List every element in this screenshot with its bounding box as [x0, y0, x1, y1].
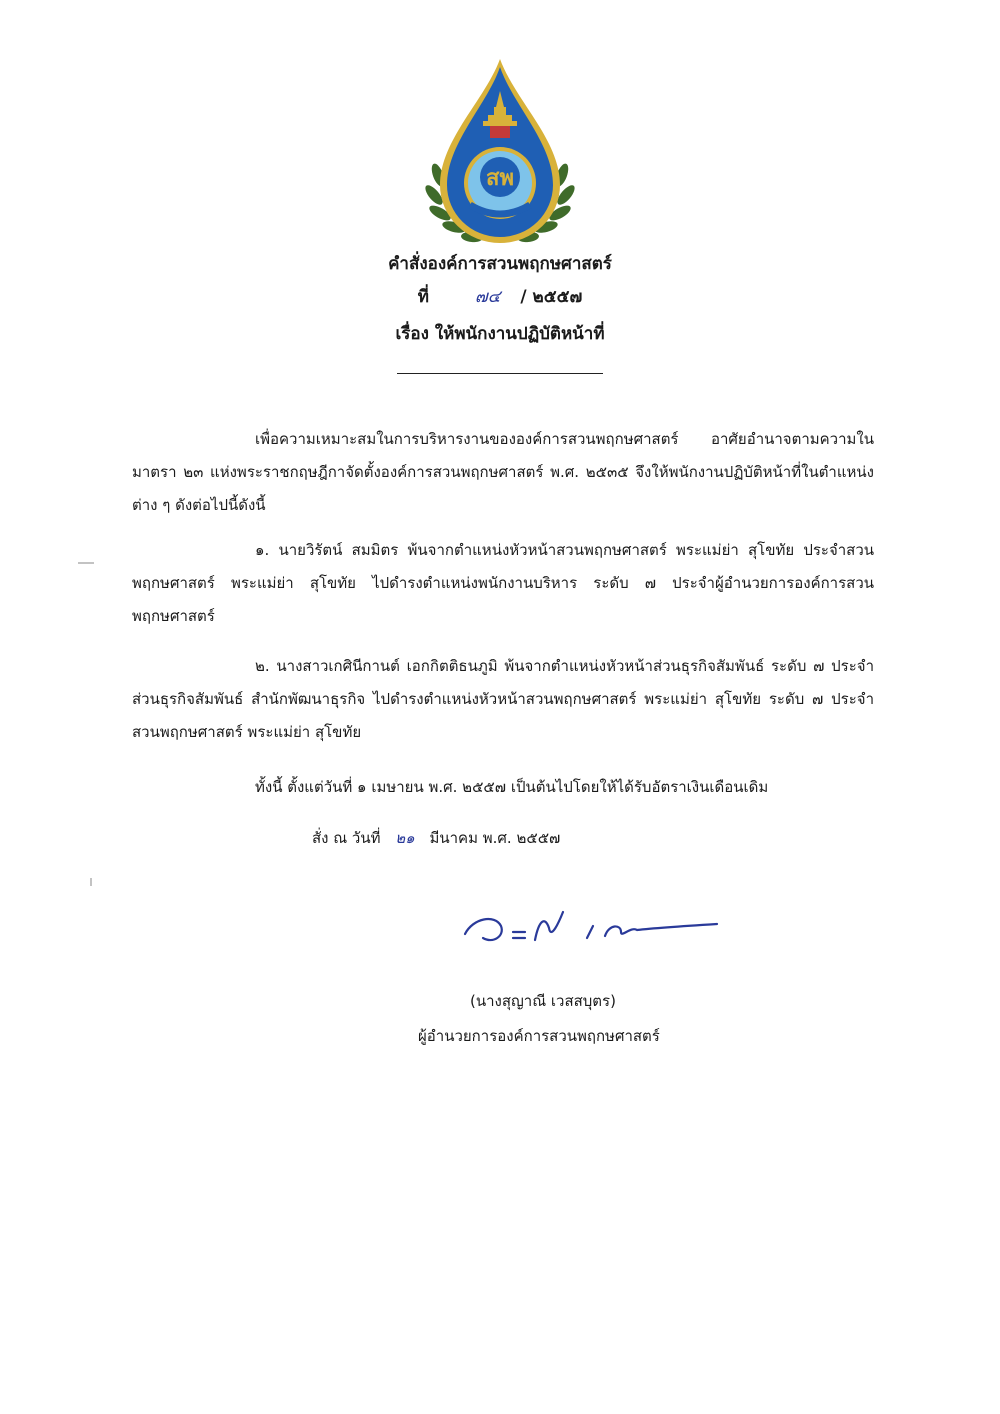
scan-speck	[78, 562, 94, 564]
order-title: คำสั่งองค์การสวนพฤกษศาสตร์	[388, 254, 612, 274]
handwritten-signature	[455, 900, 725, 960]
paragraph-intro: เพื่อความเหมาะสมในการบริหารงานขององค์การสวนพฤกษศาสตร์ อาศัยอำนาจตามความในมาตรา ๒๓ แห่งพระราชกฤษฎีกาจัดตั้งองค์การสวนพฤกษศาสตร์ พ.ศ. ๒๕๓๕ จึงให้พนักงานปฏิบัติหน้าที่ในตำแหน่งต่าง ๆ ดังต่อไปนี้ดังนี้	[132, 430, 874, 514]
order-subject: เรื่อง ให้พนักงานปฏิบัติหน้าที่	[395, 324, 605, 344]
signer-name: (นางสุญาณี เวสสบุตร)	[470, 992, 616, 1010]
scan-speck	[90, 878, 92, 886]
order-date-rest: มีนาคม พ.ศ. ๒๕๕๗	[429, 829, 561, 847]
order-number-year: / ๒๕๕๗	[520, 287, 583, 307]
paragraph-effective-date: ทั้งนี้ ตั้งแต่วันที่ ๑ เมษายน พ.ศ. ๒๕๕๗ เป็นต้นไปโดยให้ได้รับอัตราเงินเดือนเดิม	[255, 778, 769, 796]
order-date-prefix: สั่ง ณ วันที่	[312, 829, 381, 847]
order-number	[0, 283, 1000, 310]
order-date	[312, 822, 560, 855]
signer-position: ผู้อำนวยการองค์การสวนพฤกษศาสตร์	[418, 1027, 660, 1045]
organization-emblem-icon	[420, 55, 580, 250]
paragraph-item-1: ๑. นายวิรัตน์ สมมิตร พ้นจากตำแหน่งหัวหน้าสวนพฤกษศาสตร์ พระแม่ย่า สุโขทัย ประจำสวนพฤกษศาสตร์ พระแม่ย่า สุโขทัย ไปดำรงตำแหน่งพนักงานบริหาร ระดับ ๗ ประจำผู้อำนวยการองค์การสวนพฤกษศาสตร์	[132, 541, 874, 625]
header-divider	[397, 373, 603, 374]
order-number-value: ๗๔	[474, 287, 501, 307]
paragraph-item-2: ๒. นางสาวเกศินีกานต์ เอกกิตติธนภูมิ พ้นจากตำแหน่งหัวหน้าส่วนธุรกิจสัมพันธ์ ระดับ ๗ ประจำส่วนธุรกิจสัมพันธ์ สำนักพัฒนาธุรกิจ ไปดำรงตำแหน่งหัวหน้าสวนพฤกษศาสตร์ พระแม่ย่า สุโขทัย ระดับ ๗ ประจำสวนพฤกษศาสตร์ พระแม่ย่า สุโขทัย	[132, 657, 874, 741]
order-date-day: ๒๑	[395, 829, 415, 847]
order-number-label: ที่	[417, 287, 429, 307]
svg-text:สพ: สพ	[486, 165, 514, 191]
